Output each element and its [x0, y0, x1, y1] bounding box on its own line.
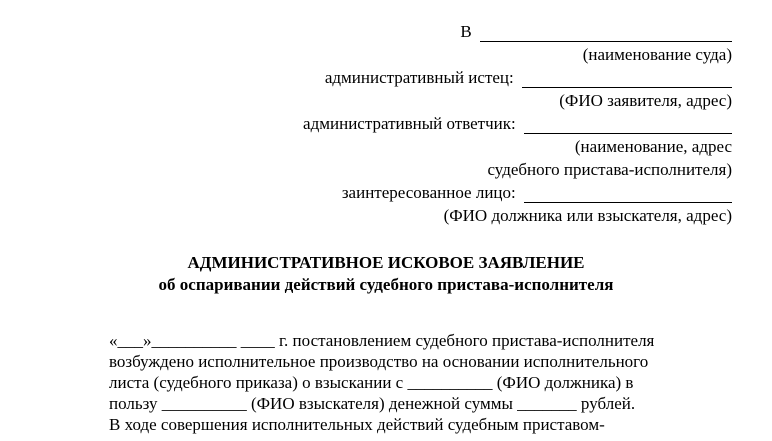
body-line-2 — [109, 351, 733, 372]
defendant-blank-field — [524, 117, 732, 134]
document-title-block — [0, 252, 772, 296]
document-subtitle: об оспаривании действий судебного пристава-исполнителя — [158, 275, 614, 294]
body-line-5 — [109, 414, 733, 435]
plaintiff-note: (ФИО заявителя, адрес) — [559, 91, 732, 110]
body-line-3-text: листа (судебного приказа) о взыскании с __________ (ФИО должника) в — [109, 373, 634, 392]
court-prefix: В — [460, 22, 472, 41]
court-blank-field — [480, 25, 732, 42]
body-line-3 — [109, 372, 733, 393]
defendant-note-1: (наименование, адрес — [574, 137, 732, 156]
court-line — [212, 22, 732, 45]
body-line-1 — [109, 330, 733, 351]
defendant-note-2: судебного пристава-исполнителя) — [487, 160, 732, 179]
defendant-line — [212, 114, 732, 137]
interested-party-blank-field — [524, 186, 732, 203]
document-body — [109, 330, 733, 435]
body-line-5-text: В ходе совершения исполнительных действий судебным приставом- — [109, 415, 605, 434]
body-line-2-text: возбуждено исполнительное производство на основании исполнительного — [109, 352, 649, 371]
addressee-header — [212, 22, 732, 229]
body-line-1-text: «___»__________ ____ г. постановлением судебного пристава-исполнителя — [109, 331, 655, 350]
plaintiff-line — [212, 68, 732, 91]
defendant-label: административный ответчик: — [303, 114, 516, 133]
interested-party-line — [212, 183, 732, 206]
interested-party-label: заинтересованное лицо: — [341, 183, 516, 202]
body-line-4 — [109, 393, 733, 414]
court-note: (наименование суда) — [582, 45, 732, 64]
plaintiff-label: административный истец: — [324, 68, 514, 87]
document-title: АДМИНИСТРАТИВНОЕ ИСКОВОЕ ЗАЯВЛЕНИЕ — [187, 253, 585, 272]
interested-party-note: (ФИО должника или взыскателя, адрес) — [443, 206, 732, 225]
body-line-4-text: пользу __________ (ФИО взыскателя) денежной суммы _______ рублей. — [109, 394, 636, 413]
plaintiff-blank-field — [522, 71, 732, 88]
